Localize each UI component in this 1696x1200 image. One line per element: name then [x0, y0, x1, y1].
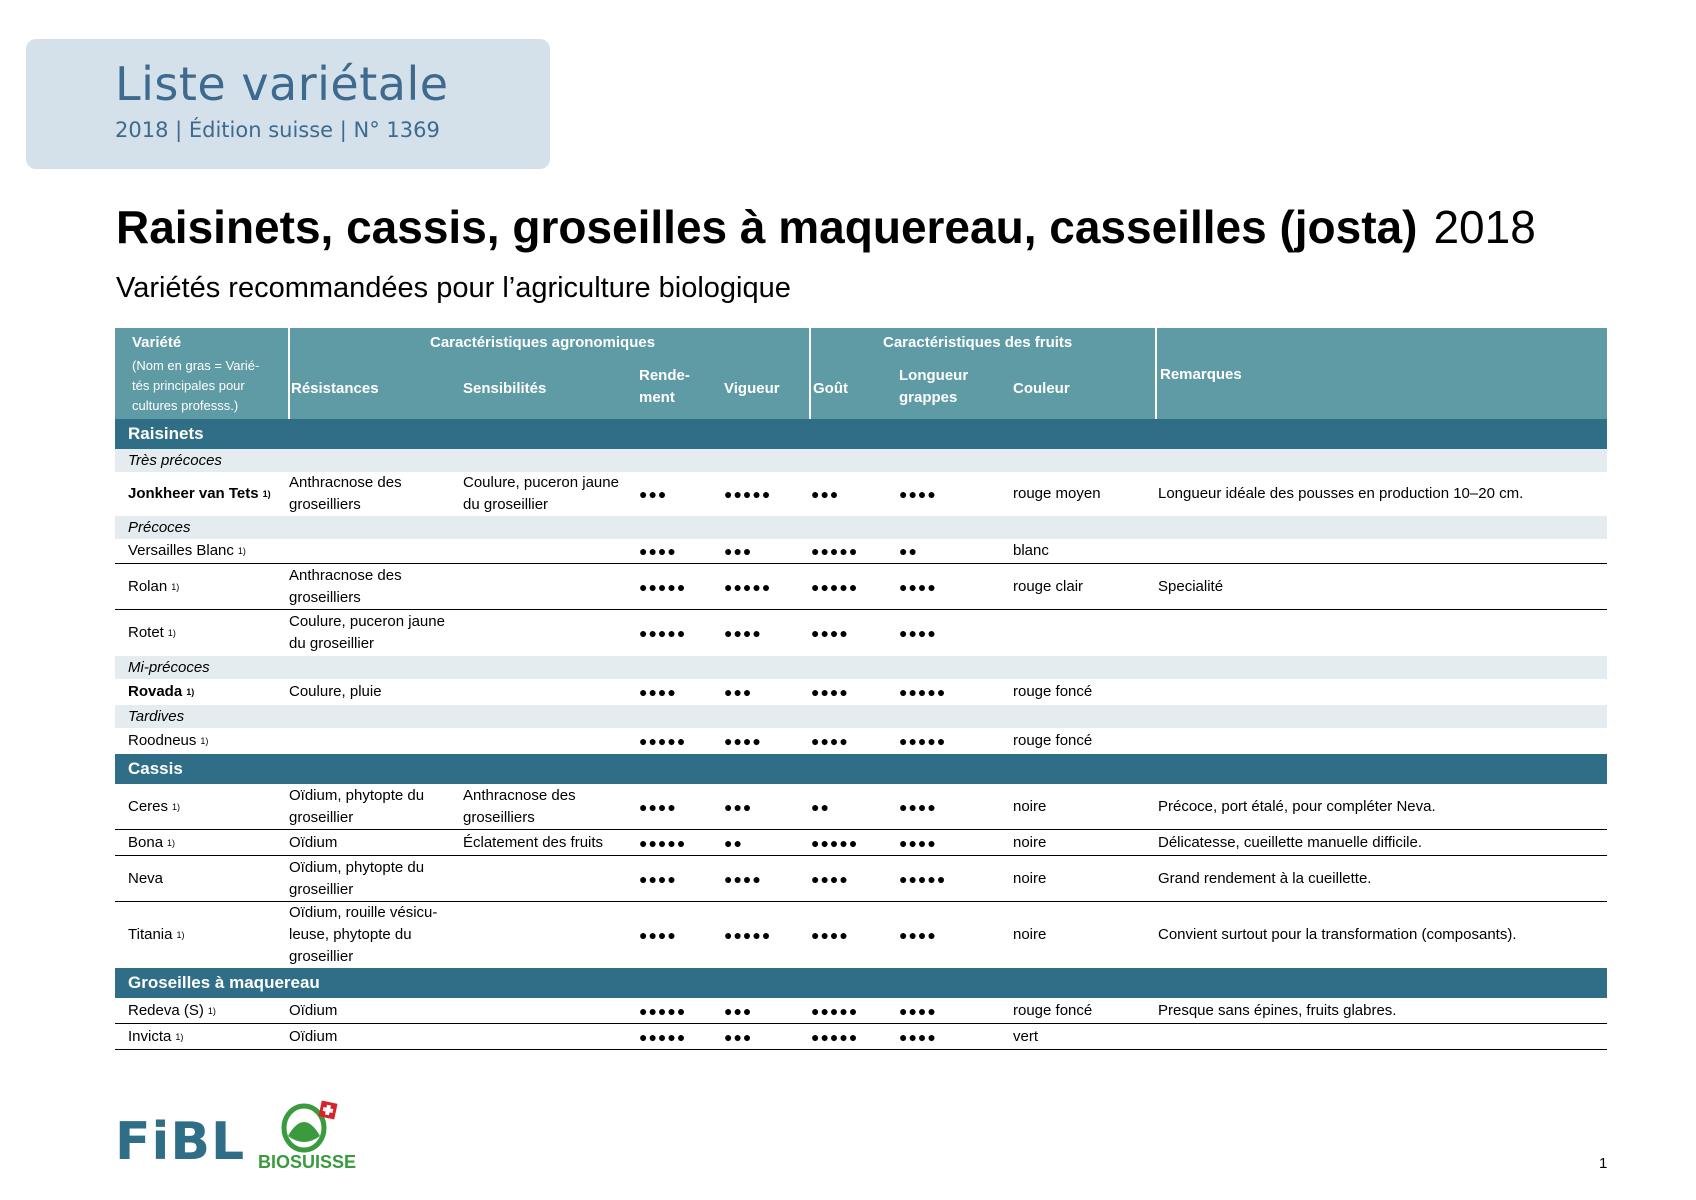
table-row	[115, 998, 1607, 1024]
cell-resistances: Anthracnose des groseilliers	[289, 474, 402, 513]
cell-vigueur: ●●●●●	[724, 927, 772, 943]
cell-longueur: ●●●●	[899, 834, 937, 851]
header-longueur-1: Longueur	[899, 367, 969, 384]
header-couleur: Couleur	[1013, 380, 1070, 397]
header-vigueur: Vigueur	[724, 380, 780, 397]
cell-longueur: ●●●●	[899, 927, 937, 943]
cell-sensibilites	[463, 856, 635, 901]
cell-resistances: Oïdium	[289, 833, 338, 851]
cell-couleur: noire	[1013, 869, 1047, 887]
footnote-mark: 1)	[167, 628, 176, 638]
footnote-mark: 1)	[175, 1031, 184, 1042]
cell-couleur: noire	[1013, 926, 1047, 943]
cell-gout: ●●●●	[811, 927, 849, 943]
cell-sensibilites: Anthracnose des groseilliers	[463, 786, 576, 826]
cell-couleur: noire	[1013, 833, 1047, 851]
cell-gout: ●●●●	[811, 684, 849, 700]
cell-rendement: ●●●●	[639, 543, 677, 559]
cell-variete: Invicta 1)	[128, 1024, 288, 1049]
cell-couleur: noire	[1013, 797, 1047, 815]
header-gout: Goût	[813, 380, 848, 397]
cell-variete: Versailles Blanc 1)	[128, 539, 288, 563]
cell-gout: ●●●●	[811, 870, 849, 887]
table-row	[115, 539, 1607, 564]
table-row	[115, 902, 1607, 968]
footnote-mark: 1)	[237, 546, 246, 556]
footnote-mark: 1)	[186, 687, 195, 697]
cell-resistances: Coulure, puceron jaune du groseillier	[289, 613, 445, 652]
header-rendement-1: Rende-	[639, 367, 690, 384]
footnote-mark: 1)	[200, 736, 209, 746]
cell-longueur: ●●●●	[899, 1002, 937, 1019]
cell-rendement: ●●●●●	[639, 1028, 687, 1045]
bud-icon	[258, 1098, 358, 1154]
page-title-text: Raisinets, cassis, groseilles à maquereau, casseilles (josta)	[116, 201, 1418, 253]
cell-rendement: ●●●●	[639, 798, 677, 815]
cell-longueur: ●●●●●	[899, 870, 947, 887]
page-title	[116, 200, 1536, 254]
cell-longueur: ●●●●●	[899, 684, 947, 700]
header-rendement-2: ment	[639, 389, 675, 406]
header-variete-note-1: (Nom en gras = Varié-	[132, 358, 260, 373]
header-sensibilites: Sensibilités	[463, 380, 547, 397]
cell-variete: Titania 1)	[128, 902, 288, 968]
header-divider	[288, 328, 290, 419]
section-raisinets: Raisinets	[115, 419, 1607, 449]
cell-vigueur: ●●●	[724, 798, 753, 815]
cell-resistances: Oïdium	[289, 1001, 338, 1019]
page-number: 1	[1599, 1155, 1608, 1172]
cell-remarques: Specialité	[1158, 577, 1224, 595]
cell-vigueur: ●●●●	[724, 733, 762, 749]
subsection-mi-precoces: Mi-précoces	[115, 656, 1607, 679]
cell-longueur: ●●●●●	[899, 733, 947, 749]
cell-remarques	[1158, 679, 1598, 705]
cell-sensibilites	[463, 728, 635, 754]
cell-remarques: Grand rendement à la cueillette.	[1158, 869, 1372, 887]
header-remarques: Remarques	[1160, 366, 1242, 383]
table-row	[115, 830, 1607, 856]
cell-remarques: Délicatesse, cueillette manuelle difficile.	[1158, 833, 1423, 851]
cell-longueur: ●●●●	[899, 798, 937, 815]
cell-remarques	[1158, 1024, 1598, 1049]
cell-sensibilites	[463, 902, 635, 968]
footnote-mark: 1)	[176, 930, 185, 940]
cell-vigueur: ●●●●	[724, 870, 762, 887]
subsection-precoces: Précoces	[115, 516, 1607, 539]
table-row	[115, 679, 1607, 705]
header-group-agro: Caractéristiques agronomiques	[430, 334, 656, 351]
table-row	[115, 856, 1607, 902]
cell-couleur: blanc	[1013, 542, 1049, 559]
cell-rendement: ●●●	[639, 486, 668, 502]
cell-sensibilites	[463, 998, 635, 1023]
cell-rendement: ●●●●●	[639, 625, 687, 641]
header-divider	[1155, 328, 1157, 419]
cell-vigueur: ●●	[724, 834, 743, 851]
cell-gout: ●●●●●	[811, 1028, 859, 1045]
table-row	[115, 784, 1607, 830]
header-longueur-2: grappes	[899, 389, 958, 406]
cell-rendement: ●●●●●	[639, 834, 687, 851]
header-variete: Variété	[132, 334, 182, 351]
cell-sensibilites: Éclatement des fruits	[463, 833, 604, 851]
fibl-logo: FiBL	[115, 1112, 246, 1172]
cell-vigueur: ●●●●●	[724, 486, 772, 502]
cell-rendement: ●●●●	[639, 870, 677, 887]
edition-badge	[26, 39, 550, 169]
cell-remarques	[1158, 610, 1598, 656]
header-divider	[809, 328, 811, 419]
cell-resistances: Anthracnose des groseilliers	[289, 566, 402, 606]
cell-variete: Roodneus 1)	[128, 728, 288, 754]
cell-couleur: rouge foncé	[1013, 1001, 1093, 1019]
cell-remarques: Convient surtout pour la transformation (composants).	[1158, 926, 1517, 943]
cell-longueur: ●●	[899, 543, 918, 559]
cell-variete: Neva	[128, 869, 164, 887]
variety-table	[115, 328, 1607, 1050]
table-row	[115, 564, 1607, 610]
cell-remarques	[1158, 728, 1598, 754]
cell-couleur: vert	[1013, 1027, 1039, 1045]
cell-couleur: rouge moyen	[1013, 485, 1101, 502]
badge-subtitle: 2018 | Édition suisse | N° 1369	[115, 118, 440, 142]
subsection-tardives: Tardives	[115, 705, 1607, 728]
cell-resistances: Oïdium, phytopte du groseillier	[289, 858, 425, 898]
cell-longueur: ●●●●	[899, 578, 937, 595]
header-variete-note-3: cultures professs.)	[132, 398, 239, 413]
cell-longueur: ●●●●	[899, 625, 937, 641]
biosuisse-text: BIOSUISSE	[258, 1152, 357, 1172]
footnote-mark: 1)	[167, 837, 176, 848]
cell-vigueur: ●●●	[724, 1002, 753, 1019]
cell-sensibilites	[463, 1024, 635, 1049]
cell-rendement: ●●●●●	[639, 578, 687, 595]
cell-couleur: rouge foncé	[1013, 683, 1093, 700]
cell-variete: Ceres 1)	[128, 784, 288, 829]
footnote-mark: 1)	[172, 801, 181, 812]
cell-gout: ●●●●●	[811, 543, 859, 559]
cell-variete: Rolan 1)	[128, 564, 288, 609]
cell-vigueur: ●●●	[724, 1028, 753, 1045]
table-row	[115, 728, 1607, 754]
footnote-mark: 1)	[262, 489, 271, 499]
cell-gout: ●●●●●	[811, 1002, 859, 1019]
section-groseilles: Groseilles à maquereau	[115, 968, 1607, 998]
header-resistances: Résistances	[291, 380, 379, 397]
cell-couleur: rouge clair	[1013, 577, 1084, 595]
cell-gout: ●●●●●	[811, 578, 859, 595]
header-variete-note-2: tés principales pour	[132, 378, 245, 393]
subsection-tres-precoces: Très précoces	[115, 449, 1607, 472]
cell-resistances: Oïdium, rouille vésicu-leuse, phytopte du groseillier	[289, 904, 438, 965]
cell-rendement: ●●●●●	[639, 733, 687, 749]
biosuisse-logo	[258, 1098, 358, 1174]
cell-sensibilites: Coulure, puceron jaune du groseillier	[463, 474, 619, 513]
cell-remarques: Presque sans épines, fruits glabres.	[1158, 1001, 1397, 1019]
cell-vigueur: ●●●	[724, 543, 753, 559]
cell-vigueur: ●●●●	[724, 625, 762, 641]
cell-vigueur: ●●●	[724, 684, 753, 700]
cell-sensibilites	[463, 539, 635, 563]
cell-longueur: ●●●●	[899, 486, 937, 502]
cell-rendement: ●●●●●	[639, 1002, 687, 1019]
cell-variete: Rotet 1)	[128, 610, 288, 656]
footnote-mark: 1)	[171, 581, 180, 592]
cell-resistances: Oïdium	[289, 1027, 338, 1045]
header-group-fruits: Caractéristiques des fruits	[883, 334, 1073, 351]
cell-resistances	[289, 539, 461, 563]
section-cassis: Cassis	[115, 754, 1607, 784]
cell-variete: Redeva (S) 1)	[128, 998, 288, 1023]
cell-longueur: ●●●●	[899, 1028, 937, 1045]
cell-vigueur: ●●●●●	[724, 578, 772, 595]
cell-remarques: Précoce, port étalé, pour compléter Neva.	[1158, 797, 1436, 815]
table-row	[115, 610, 1607, 656]
cell-gout: ●●●	[811, 486, 840, 502]
cell-variete: Bona 1)	[128, 830, 288, 855]
cell-rendement: ●●●●	[639, 684, 677, 700]
cell-gout: ●●●●	[811, 733, 849, 749]
cell-rendement: ●●●●	[639, 927, 677, 943]
cell-variete: Rovada 1)	[128, 679, 288, 705]
cell-variete: Jonkheer van Tets 1)	[128, 472, 288, 516]
cell-gout: ●●●●●	[811, 834, 859, 851]
page-title-year: 2018	[1433, 201, 1536, 253]
table-row	[115, 1024, 1607, 1050]
cell-couleur: rouge foncé	[1013, 732, 1093, 749]
cell-remarques: Longueur idéale des pousses en production 10–20 cm.	[1158, 485, 1524, 502]
cell-sensibilites	[463, 679, 635, 705]
badge-title: Liste variétale	[115, 57, 449, 111]
cell-resistances: Oïdium, phytopte du groseillier	[289, 786, 425, 826]
cell-resistances	[289, 728, 461, 754]
page-subtitle: Variétés recommandées pour l’agriculture biologique	[116, 272, 791, 304]
cell-gout: ●●	[811, 798, 830, 815]
table-row	[115, 472, 1607, 516]
cell-sensibilites	[463, 564, 635, 609]
cell-gout: ●●●●	[811, 625, 849, 641]
table-header	[115, 328, 1607, 419]
cell-resistances: Coulure, pluie	[289, 683, 382, 700]
footnote-mark: 1)	[207, 1005, 216, 1016]
cell-sensibilites	[463, 610, 635, 656]
cell-remarques	[1158, 539, 1598, 563]
